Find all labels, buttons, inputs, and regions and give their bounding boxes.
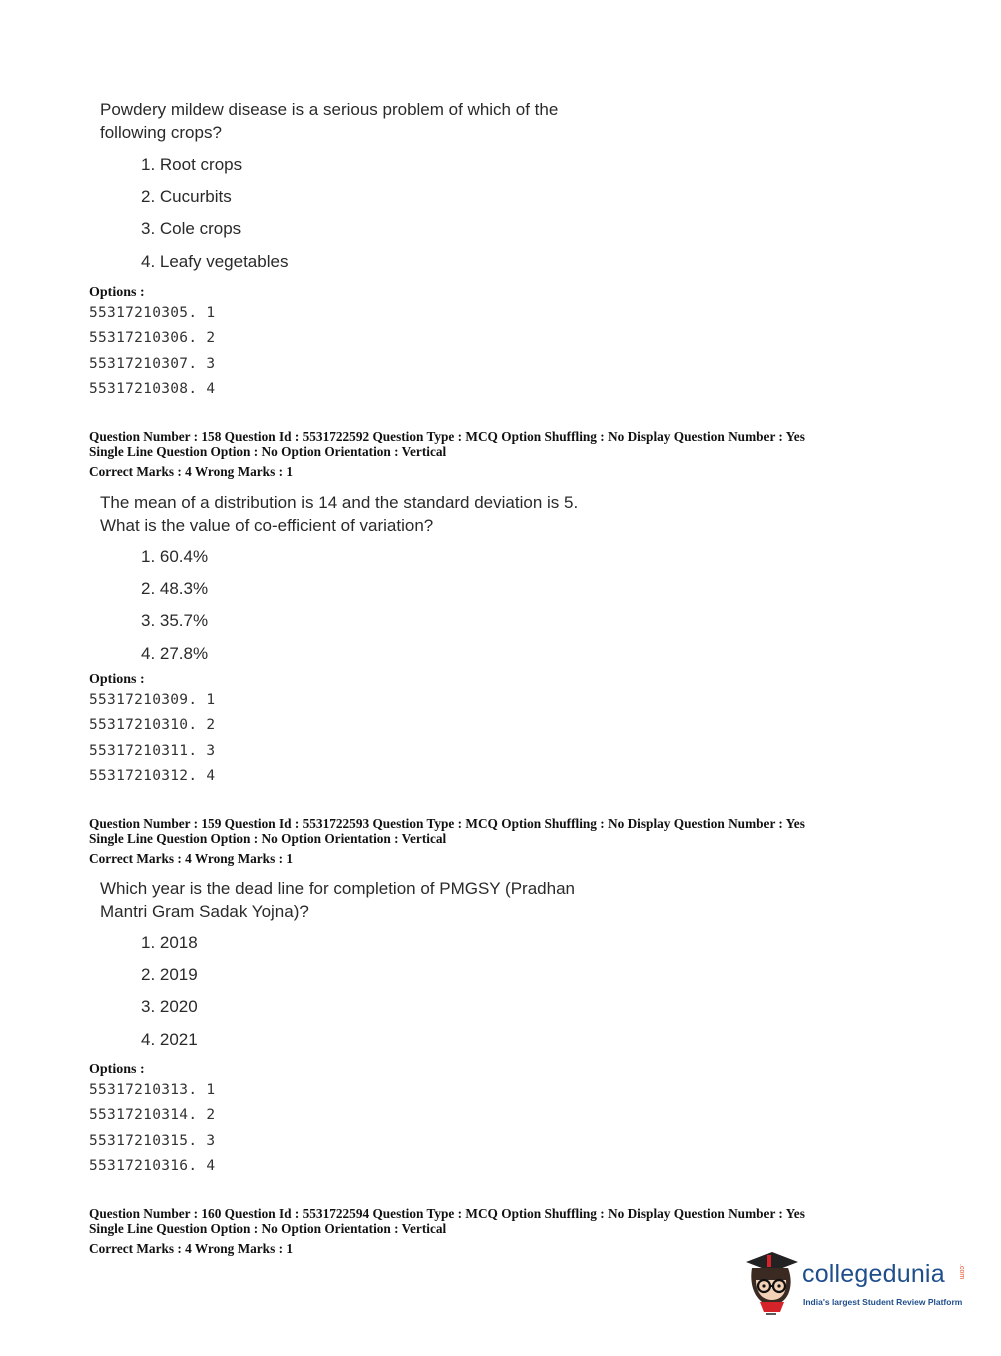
option-id: 55317210306. 2 [89, 330, 216, 346]
option-id: 55317210309. 1 [89, 692, 216, 708]
logo-tagline: India's largest Student Review Platform [803, 1297, 963, 1307]
options-label: Options : [89, 285, 145, 300]
answer-choice: 4. 27.8% [141, 644, 209, 663]
question-meta-line: Single Line Question Option : No Option Orientation : Vertical [89, 831, 447, 846]
question-meta-line: Question Number : 160 Question Id : 5531722594 Question Type : MCQ Option Shuffling : No Display Question Number : Yes [89, 1206, 805, 1221]
question-text-line: The mean of a distribution is 14 and the standard deviation is 5. [100, 493, 579, 512]
option-id: 55317210307. 3 [89, 356, 216, 372]
option-id: 55317210310. 2 [89, 717, 216, 733]
question-meta-line: Single Line Question Option : No Option Orientation : Vertical [89, 444, 447, 459]
marks-line: Correct Marks : 4 Wrong Marks : 1 [89, 464, 293, 479]
option-id: 55317210315. 3 [89, 1133, 216, 1149]
mascot-icon [740, 1250, 802, 1315]
option-id: 55317210313. 1 [89, 1082, 216, 1098]
option-id: 55317210314. 2 [89, 1107, 216, 1123]
answer-choice: 1. 2018 [141, 933, 198, 952]
marks-line: Correct Marks : 4 Wrong Marks : 1 [89, 851, 293, 866]
marks-line: Correct Marks : 4 Wrong Marks : 1 [89, 1241, 293, 1256]
answer-choice: 3. 35.7% [141, 611, 209, 630]
collegedunia-logo [740, 1250, 970, 1315]
question-text-line: What is the value of co-efficient of variation? [100, 516, 434, 535]
question-text-line: following crops? [100, 123, 222, 142]
answer-choice: 2. 2019 [141, 965, 198, 984]
option-id: 55317210311. 3 [89, 743, 216, 759]
options-label: Options : [89, 672, 145, 687]
logo-suffix: .com [958, 1264, 965, 1280]
question-text-line: Powdery mildew disease is a serious problem of which of the [100, 100, 559, 119]
answer-choice: 1. Root crops [141, 155, 243, 174]
option-id: 55317210305. 1 [89, 305, 216, 321]
answer-choice: 4. 2021 [141, 1030, 198, 1049]
answer-choice: 4. Leafy vegetables [141, 252, 289, 271]
answer-choice: 2. 48.3% [141, 579, 209, 598]
answer-choice: 1. 60.4% [141, 547, 209, 566]
question-text-line: Mantri Gram Sadak Yojna)? [100, 902, 309, 921]
option-id: 55317210316. 4 [89, 1158, 216, 1174]
option-id: 55317210312. 4 [89, 768, 216, 784]
answer-choice: 3. Cole crops [141, 219, 242, 238]
logo-wordmark: collegedunia [802, 1260, 945, 1288]
answer-choice: 2. Cucurbits [141, 187, 232, 206]
question-text-line: Which year is the dead line for completion of PMGSY (Pradhan [100, 879, 575, 898]
options-label: Options : [89, 1062, 145, 1077]
question-meta-line: Single Line Question Option : No Option Orientation : Vertical [89, 1221, 447, 1236]
question-meta-line: Question Number : 158 Question Id : 5531722592 Question Type : MCQ Option Shuffling : No Display Question Number : Yes [89, 429, 805, 444]
answer-choice: 3. 2020 [141, 997, 198, 1016]
option-id: 55317210308. 4 [89, 381, 216, 397]
question-meta-line: Question Number : 159 Question Id : 5531722593 Question Type : MCQ Option Shuffling : No Display Question Number : Yes [89, 816, 805, 831]
